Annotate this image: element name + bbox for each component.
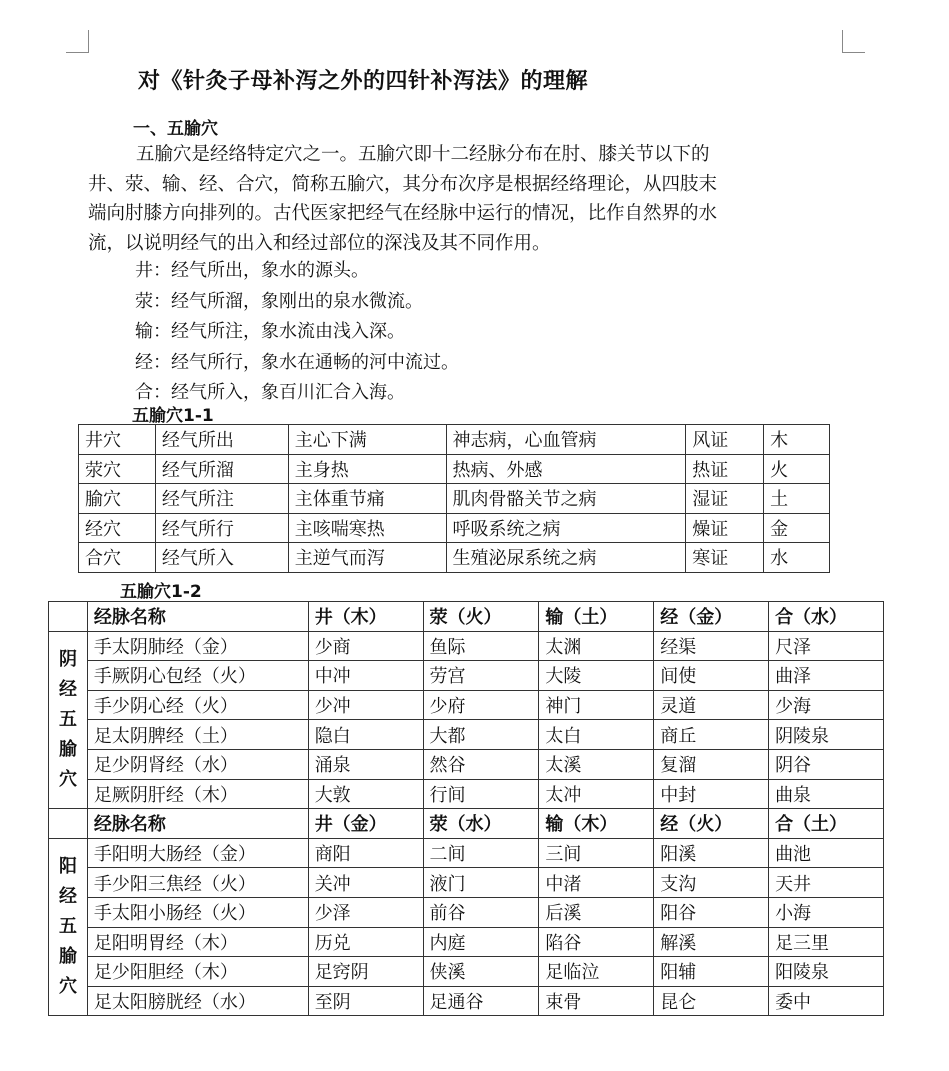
page-corner-mark-right (842, 30, 865, 53)
blank-cell (49, 809, 88, 839)
group-label-char: 阴 (58, 648, 77, 670)
table-cell: 少海 (769, 690, 884, 720)
table-cell: 足厥阴肝经（木） (87, 779, 308, 809)
table-cell: 大陵 (539, 661, 654, 691)
table-cell: 侠溪 (423, 957, 539, 987)
table-cell: 鱼际 (423, 631, 539, 661)
table-row (79, 454, 830, 484)
table-cell: 行间 (423, 779, 539, 809)
yang-group-label (49, 838, 88, 1016)
column-header: 经脉名称 (87, 809, 308, 839)
definition-item: 合：经气所入，象百川汇合入海。 (135, 382, 405, 403)
five-shu-definitions (135, 256, 459, 409)
table-cell: 阴谷 (769, 749, 884, 779)
table-cell: 复溜 (654, 749, 769, 779)
page-corner-mark-left (66, 30, 89, 53)
table-cell: 神门 (539, 690, 654, 720)
five-shu-table-1 (78, 424, 830, 573)
yin-group-label (49, 631, 88, 809)
table-cell: 足太阳膀胱经（水） (87, 986, 308, 1016)
table-cell: 主心下满 (288, 425, 446, 455)
table-cell: 热证 (686, 454, 764, 484)
table-cell: 小海 (769, 897, 884, 927)
definition-item: 经：经气所行，象水在通畅的河中流过。 (135, 351, 459, 373)
table-cell: 经气所行 (155, 513, 288, 543)
table-cell: 燥证 (686, 513, 764, 543)
table-cell: 经穴 (79, 513, 156, 543)
column-header: 经脉名称 (87, 602, 308, 632)
column-header: 经（火） (654, 809, 769, 839)
table-cell: 风证 (686, 425, 764, 455)
column-header: 合（土） (769, 809, 884, 839)
table-cell: 至阴 (308, 986, 423, 1016)
table-cell: 前谷 (423, 897, 539, 927)
table-cell: 太溪 (539, 749, 654, 779)
table-cell: 经气所入 (155, 543, 288, 573)
column-header: 井（金） (308, 809, 423, 839)
table-row (49, 690, 884, 720)
table-cell: 阴陵泉 (769, 720, 884, 750)
column-header: 荥（水） (423, 809, 539, 839)
table-cell: 手厥阴心包经（火） (87, 661, 308, 691)
table-cell: 解溪 (654, 927, 769, 957)
table-cell: 天井 (769, 868, 884, 898)
group-label-char: 五 (58, 708, 77, 730)
table-cell: 少府 (423, 690, 539, 720)
table-row (49, 661, 884, 691)
group-label-char: 五 (58, 916, 77, 938)
table-cell: 热病、外感 (446, 454, 686, 484)
table-cell: 足太阴脾经（土） (87, 720, 308, 750)
group-label-char: 穴 (58, 768, 77, 790)
table-cell: 湿证 (686, 484, 764, 514)
table-cell: 井穴 (79, 425, 156, 455)
table-cell: 荥穴 (79, 454, 156, 484)
table-cell: 足少阳胆经（木） (87, 957, 308, 987)
table-cell: 内庭 (423, 927, 539, 957)
table-cell: 寒证 (686, 543, 764, 573)
table-cell: 经气所出 (155, 425, 288, 455)
table-cell: 主身热 (288, 454, 446, 484)
column-header: 输（土） (539, 602, 654, 632)
group-label-char: 经 (58, 678, 77, 700)
table-cell: 中封 (654, 779, 769, 809)
table-row (49, 957, 884, 987)
table-cell: 少商 (308, 631, 423, 661)
table-cell: 合穴 (79, 543, 156, 573)
table-row (49, 897, 884, 927)
table-cell: 腧穴 (79, 484, 156, 514)
table-cell: 阳谷 (654, 897, 769, 927)
table-cell: 肌肉骨骼关节之病 (446, 484, 686, 514)
table-cell: 商阳 (308, 838, 423, 868)
table-cell: 主咳喘寒热 (288, 513, 446, 543)
table-cell: 陷谷 (539, 927, 654, 957)
table-cell: 土 (764, 484, 830, 514)
table-row (49, 838, 884, 868)
table-cell: 曲池 (769, 838, 884, 868)
table-cell: 手阳明大肠经（金） (87, 838, 308, 868)
table-cell: 中冲 (308, 661, 423, 691)
document-title: 对《针灸子母补泻之外的四针补泻法》的理解 (138, 69, 589, 94)
table-row (49, 631, 884, 661)
table-cell: 手少阴心经（火） (87, 690, 308, 720)
table-row (79, 484, 830, 514)
column-header: 经（金） (654, 602, 769, 632)
table-cell: 足三里 (769, 927, 884, 957)
table-cell: 三间 (539, 838, 654, 868)
table-cell: 液门 (423, 868, 539, 898)
table-cell: 足窍阴 (308, 957, 423, 987)
table-cell: 木 (764, 425, 830, 455)
definition-item: 井：经气所出，象水的源头。 (135, 260, 369, 281)
table-row (49, 927, 884, 957)
paragraph-line: 流，以说明经气的出入和经过部位的深浅及其不同作用。 (88, 232, 551, 254)
table-row (49, 779, 884, 809)
five-shu-table-2 (48, 601, 884, 1016)
table-cell: 生殖泌尿系统之病 (446, 543, 686, 573)
table-cell: 束骨 (539, 986, 654, 1016)
column-header: 合（水） (769, 602, 884, 632)
paragraph-line: 井、荥、输、经、合穴，简称五腧穴，其分布次序是根据经络理论，从四肢末 (88, 173, 718, 195)
table-cell: 足少阴肾经（水） (87, 749, 308, 779)
table-cell: 水 (764, 543, 830, 573)
table-row (49, 986, 884, 1016)
table-cell: 足临泣 (539, 957, 654, 987)
table-cell: 劳宫 (423, 661, 539, 691)
table-row (79, 543, 830, 573)
table-cell: 曲泉 (769, 779, 884, 809)
column-header: 荥（火） (423, 602, 539, 632)
table-cell: 支沟 (654, 868, 769, 898)
group-label-char: 腧 (58, 738, 77, 760)
table-cell: 火 (764, 454, 830, 484)
table-cell: 尺泽 (769, 631, 884, 661)
table-cell: 足通谷 (423, 986, 539, 1016)
table-cell: 呼吸系统之病 (446, 513, 686, 543)
table-cell: 经渠 (654, 631, 769, 661)
table-cell: 历兑 (308, 927, 423, 957)
yin-header-row (49, 602, 884, 632)
table2-caption: 五腧穴1-2 (120, 582, 202, 602)
table-cell: 大敦 (308, 779, 423, 809)
table-cell: 灵道 (654, 690, 769, 720)
table-row (79, 513, 830, 543)
table-cell: 曲泽 (769, 661, 884, 691)
table-cell: 然谷 (423, 749, 539, 779)
table-cell: 涌泉 (308, 749, 423, 779)
group-label-char: 腧 (58, 946, 77, 968)
definition-item: 输：经气所注，象水流由浅入深。 (135, 321, 405, 342)
table-cell: 手少阳三焦经（火） (87, 868, 308, 898)
table-cell: 神志病，心血管病 (446, 425, 686, 455)
paragraph-line: 端向肘膝方向排列的。古代医家把经气在经脉中运行的情况，比作自然界的水 (88, 203, 718, 224)
table-cell: 主体重节痛 (288, 484, 446, 514)
table-cell: 商丘 (654, 720, 769, 750)
table-cell: 太冲 (539, 779, 654, 809)
table1-caption: 五腧穴1-1 (132, 406, 214, 426)
group-label-char: 阳 (58, 856, 77, 878)
intro-paragraph (88, 140, 848, 258)
table-cell: 后溪 (539, 897, 654, 927)
table-cell: 太白 (539, 720, 654, 750)
table-row (49, 720, 884, 750)
table-cell: 少冲 (308, 690, 423, 720)
table-cell: 中渚 (539, 868, 654, 898)
table-cell: 少泽 (308, 897, 423, 927)
table-cell: 经气所溜 (155, 454, 288, 484)
column-header: 井（木） (308, 602, 423, 632)
table-cell: 大都 (423, 720, 539, 750)
table-cell: 二间 (423, 838, 539, 868)
paragraph-line: 五腧穴是经络特定穴之一。五腧穴即十二经脉分布在肘、膝关节以下的 (136, 144, 710, 165)
table-row (49, 749, 884, 779)
table-cell: 阳辅 (654, 957, 769, 987)
table-row (79, 425, 830, 455)
table-cell: 手太阳小肠经（火） (87, 897, 308, 927)
table-cell: 阳陵泉 (769, 957, 884, 987)
table-cell: 金 (764, 513, 830, 543)
definition-item: 荥：经气所溜，象刚出的泉水微流。 (135, 290, 423, 312)
yang-header-row (49, 809, 884, 839)
table-cell: 主逆气而泻 (288, 543, 446, 573)
table-row (49, 868, 884, 898)
table-cell: 阳溪 (654, 838, 769, 868)
table-cell: 昆仑 (654, 986, 769, 1016)
table-cell: 经气所注 (155, 484, 288, 514)
table-cell: 足阳明胃经（木） (87, 927, 308, 957)
group-label-char: 穴 (58, 976, 77, 998)
blank-cell (49, 602, 88, 632)
table-cell: 间使 (654, 661, 769, 691)
table-cell: 手太阴肺经（金） (87, 631, 308, 661)
table-cell: 隐白 (308, 720, 423, 750)
column-header: 输（木） (539, 809, 654, 839)
table-cell: 委中 (769, 986, 884, 1016)
table-cell: 关冲 (308, 868, 423, 898)
group-label-char: 经 (58, 886, 77, 908)
table-cell: 太渊 (539, 631, 654, 661)
section-heading: 一、五腧穴 (133, 119, 218, 139)
